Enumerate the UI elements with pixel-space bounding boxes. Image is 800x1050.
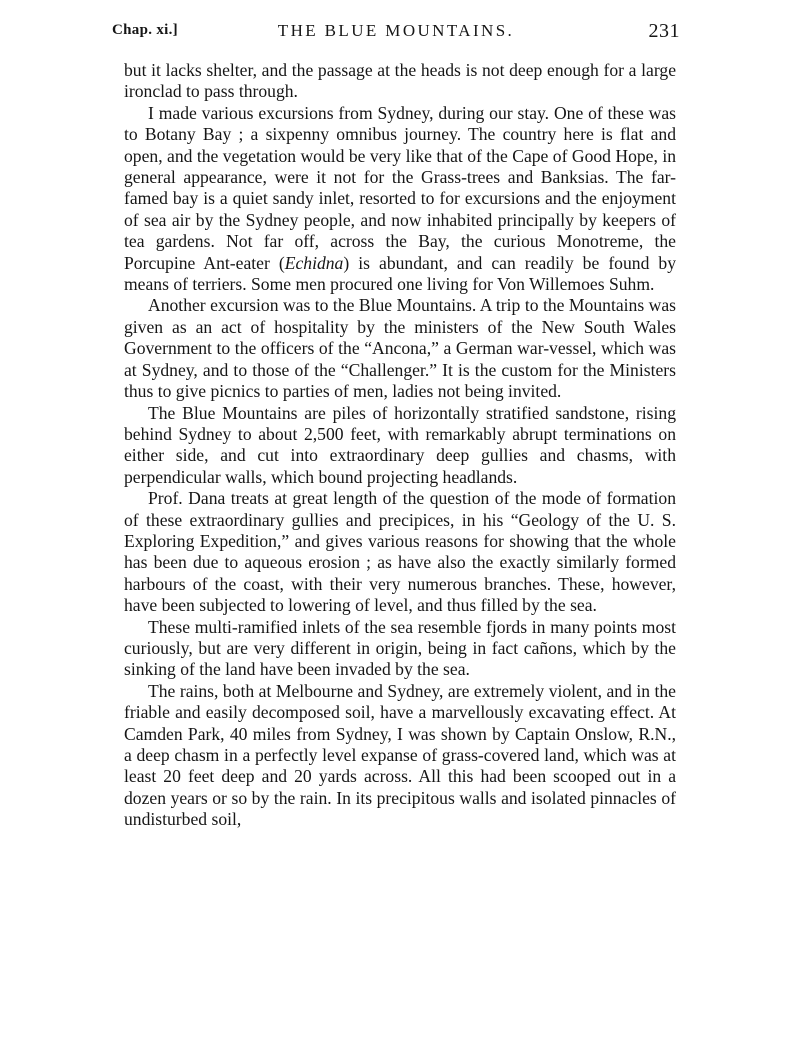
paragraph-fjords: These multi-ramified inlets of the sea resemble fjords in many points most curiously, but are very different in origin, being in fact cañons, which by the sinking of the land have been invaded by the sea. [124, 616, 676, 680]
page-number: 231 [648, 20, 680, 42]
paragraph-continuation: but it lacks shelter, and the passage at the heads is not deep enough for a large ironclad to pass through. [124, 60, 676, 102]
paragraph-rains: The rains, both at Melbourne and Sydney, are extremely violent, and in the friable and easily decomposed soil, have a marvellously excavating effect. At Camden Park, 40 miles from Sydney, I was shown by Captain Onslow, R.N., a deep chasm in a perfectly level expanse of grass-covered land, which was at least 20 feet deep and 20 yards across. All this had been scooped out in a dozen years or so by the rain. In its precipitous walls and isolated pinnacles of undisturbed soil, [124, 680, 676, 830]
paragraph-blue-mountains-trip: Another excursion was to the Blue Mountains. A trip to the Mountains was given as an act of hospitality by the ministers of the New South Wales Government to the officers of the “Ancona,” a German war-vessel, which was at Sydney, and to those of the “Challenger.” It is the custom for the Ministers thus to give picnics to parties of men, ladies not being invited. [124, 295, 676, 402]
chapter-reference: Chap. xi.] [112, 22, 178, 38]
running-head [112, 18, 680, 48]
paragraph-sandstone: The Blue Mountains are piles of horizontally stratified sandstone, rising behind Sydney to about 2,500 feet, with remarkably abrupt terminations on either side, and cut into extraordinary deep gullies and chasms, with perpendicular walls, which bound projecting headlands. [124, 402, 676, 487]
paragraph-dana: Prof. Dana treats at great length of the question of the mode of formation of these extraordinary gullies and precipices, in his “Geology of the U. S. Exploring Expedition,” and gives various reasons for showing that the whole has been due to aqueous erosion ; as have also the exactly similarly formed harbours of the coast, with their very numerous branches. These, however, have been subjected to lowering of level, and thus filled by the sea. [124, 488, 676, 616]
paragraph-text: ) is abundant, and can readily be found by means of terriers. Some men procured one living for Von Willemoes Suhm. [124, 252, 676, 295]
italic-term: Echidna [284, 252, 344, 273]
running-title: THE BLUE MOUNTAINS. [277, 21, 515, 40]
paragraph-text: I made various excursions from Sydney, during our stay. One of these was to Botany Bay ; a sixpenny omnibus journey. The country here is flat and open, and the vegetation would be very like that of the Cape of Good Hope, in general appearance, were it not for the Grass-trees and Banksias. The far-famed bay is a quiet sandy inlet, resorted to for excursions and the enjoyment of sea air by the Sydney people, and now inhabited principally by keepers of tea gardens. Not far off, across the Bay, the curious Monotreme, the Porcupine Ant-eater ( [124, 102, 676, 273]
body-text [124, 60, 676, 831]
paragraph-botany-bay [124, 103, 676, 296]
